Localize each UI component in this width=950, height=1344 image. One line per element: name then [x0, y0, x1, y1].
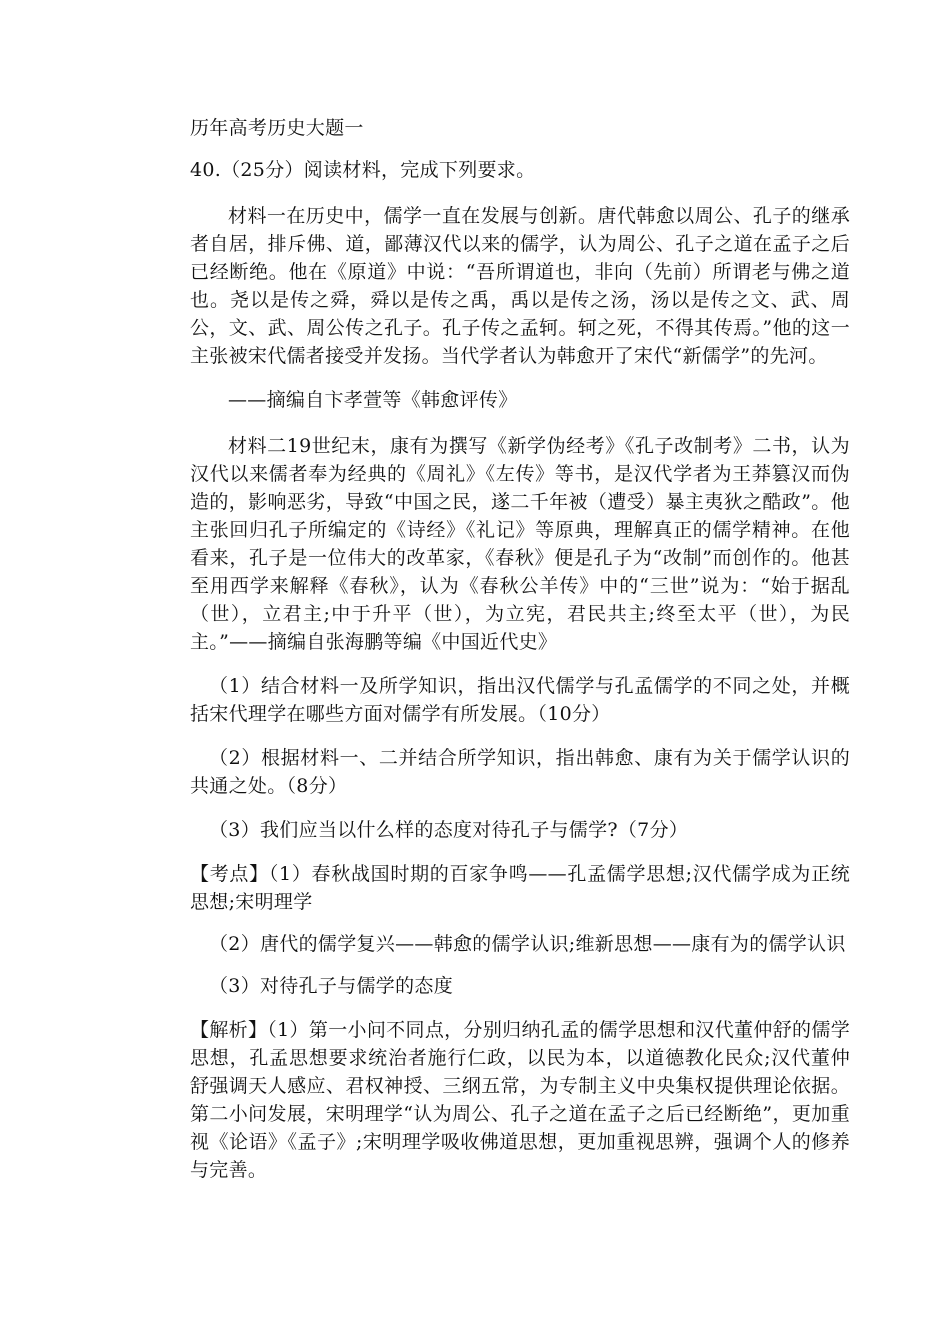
exam-point-2: （2）唐代的儒学复兴——韩愈的儒学认识;维新思想——康有为的儒学认识 — [209, 933, 846, 955]
analysis: 【解析】（1）第一小问不同点，分别归纳孔孟的儒学思想和汉代董仲舒的儒学思想，孔孟思想要求统治者施行仁政，以民为本，以道德教化民众;汉代董仲舒强调天人感应、君权神授、三纲五常，为专制主义中央集权提供理论依据。第二小问发展，宋明理学“认为周公、孔子之道在孟子之后已经断绝”，更加重视《论语》《孟子》;宋明理学吸收佛道思想，更加重视思辨，强调个人的修养与完善。 — [190, 1019, 850, 1181]
material-one-source: ——摘编自卞孝萱等《韩愈评传》 — [228, 389, 518, 411]
exam-point-1: 【考点】（1）春秋战国时期的百家争鸣——孔孟儒学思想;汉代儒学成为正统思想;宋明理学 — [190, 863, 850, 913]
sub-question-3: （3）我们应当以什么样的态度对待孔子与儒学?（7分） — [209, 819, 689, 841]
material-one: 材料一在历史中，儒学一直在发展与创新。唐代韩愈以周公、孔子的继承者自居，排斥佛、道，鄙薄汉代以来的儒学，认为周公、孔子之道在孟子之后已经断绝。他在《原道》中说：“吾所谓道也，非向（先前）所谓老与佛之道也。尧以是传之舜，舜以是传之禹，禹以是传之汤，汤以是传之文、武、周公，文、武、周公传之孔子。孔子传之孟轲。轲之死，不得其传焉。”他的这一主张被宋代儒者接受并发扬。当代学者认为韩愈开了宋代“新儒学”的先河。 — [190, 205, 850, 367]
question-header: 40.（25分）阅读材料，完成下列要求。 — [190, 159, 536, 181]
document-page — [190, 114, 850, 1184]
sub-question-2: （2）根据材料一、二并结合所学知识，指出韩愈、康有为关于儒学认识的共通之处。（8分） — [190, 747, 850, 797]
material-two: 材料二19世纪末，康有为撰写《新学伪经考》《孔子改制考》二书，认为汉代以来儒者奉为经典的《周礼》《左传》等书，是汉代学者为王莽篡汉而伪造的，影响恶劣，导致“中国之民，遂二千年被（遭受）暴主夷狄之酷政”。他主张回归孔子所编定的《诗经》《礼记》等原典，理解真正的儒学精神。在他看来，孔子是一位伟大的改革家，《春秋》便是孔子为“改制”而创作的。他甚至用西学来解释《春秋》，认为《春秋公羊传》中的“三世”说为：“始于据乱（世），立君主;中于升平（世），为立宪，君民共主;终至太平（世），为民主。”——摘编自张海鹏等编《中国近代史》 — [190, 435, 850, 653]
document-title: 历年高考历史大题一 — [190, 117, 364, 139]
sub-question-1: （1）结合材料一及所学知识，指出汉代儒学与孔孟儒学的不同之处，并概括宋代理学在哪些方面对儒学有所发展。（10分） — [190, 675, 850, 725]
exam-point-3: （3）对待孔子与儒学的态度 — [209, 975, 453, 997]
